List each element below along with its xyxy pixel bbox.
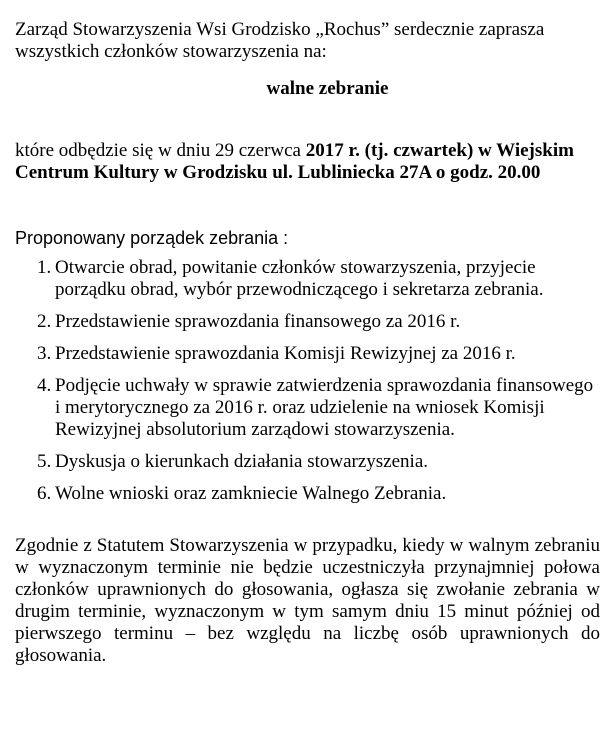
meeting-details-bold: 2017 r. (tj. czwartek) w Wiejskim Centrum Kultury w Grodzisku ul. Lubliniecka 27A o godz. 20.00: [15, 140, 574, 183]
agenda-item-number: 1.: [37, 257, 52, 278]
intro-paragraph: Zarząd Stowarzyszenia Wsi Grodzisko „Rochus” serdecznie zaprasza wszystkich członków stowarzyszenia na:: [15, 19, 545, 62]
agenda-item: [37, 483, 600, 505]
document-page: [15, 19, 600, 667]
agenda-item-text: Otwarcie obrad, powitanie członków stowarzyszenia, przyjecie porządku obrad, wybór przewodniczącego i sekretarza zebrania.: [55, 257, 544, 300]
agenda-item-text: Wolne wnioski oraz zamkniecie Walnego Zebrania.: [55, 483, 447, 504]
agenda-item: [37, 311, 600, 333]
agenda-title: Proponowany porządek zebrania :: [15, 228, 289, 248]
meeting-details-text: które odbędzie się w dniu 29 czerwca: [15, 140, 306, 161]
agenda-item-text: Podjęcie uchwały w sprawie zatwierdzenia sprawozdania finansowego i merytorycznego za 2016 r. oraz udzielenie na wniosek Komisji Rewizyjnej absolutorium zarządowi stowarzyszenia.: [55, 375, 594, 440]
agenda-item-text: Dyskusja o kierunkach działania stowarzyszenia.: [55, 451, 429, 472]
agenda-item: [37, 343, 600, 365]
agenda-item-number: 6.: [37, 483, 52, 504]
agenda-item-text: Przedstawienie sprawozdania Komisji Rewizyjnej za 2016 r.: [55, 343, 516, 364]
agenda-item: [37, 257, 600, 301]
agenda-item: [37, 451, 600, 473]
agenda-item-text: Przedstawienie sprawozdania finansowego za 2016 r.: [55, 311, 461, 332]
meeting-details: [15, 140, 600, 184]
agenda-item-number: 3.: [37, 343, 52, 364]
agenda-item-number: 2.: [37, 311, 52, 332]
closing-paragraph: Zgodnie z Statutem Stowarzyszenia w przypadku, kiedy w walnym zebraniu w wyznaczonym terminie nie będzie uczestniczyła przynajmniej połowa członków uprawnionych do głosowania, ogłasza się zwołanie zebrania w drugim terminie, wyznaczonym w tym samym dniu 15 minut później od pierwszego terminu – bez względu na liczbę osób uprawnionych do głosowania.: [15, 535, 600, 666]
agenda-item-number: 4.: [37, 375, 52, 396]
agenda-item: [37, 375, 600, 441]
agenda-list: [15, 257, 600, 505]
agenda-item-number: 5.: [37, 451, 52, 472]
meeting-heading: walne zebranie: [266, 78, 389, 99]
